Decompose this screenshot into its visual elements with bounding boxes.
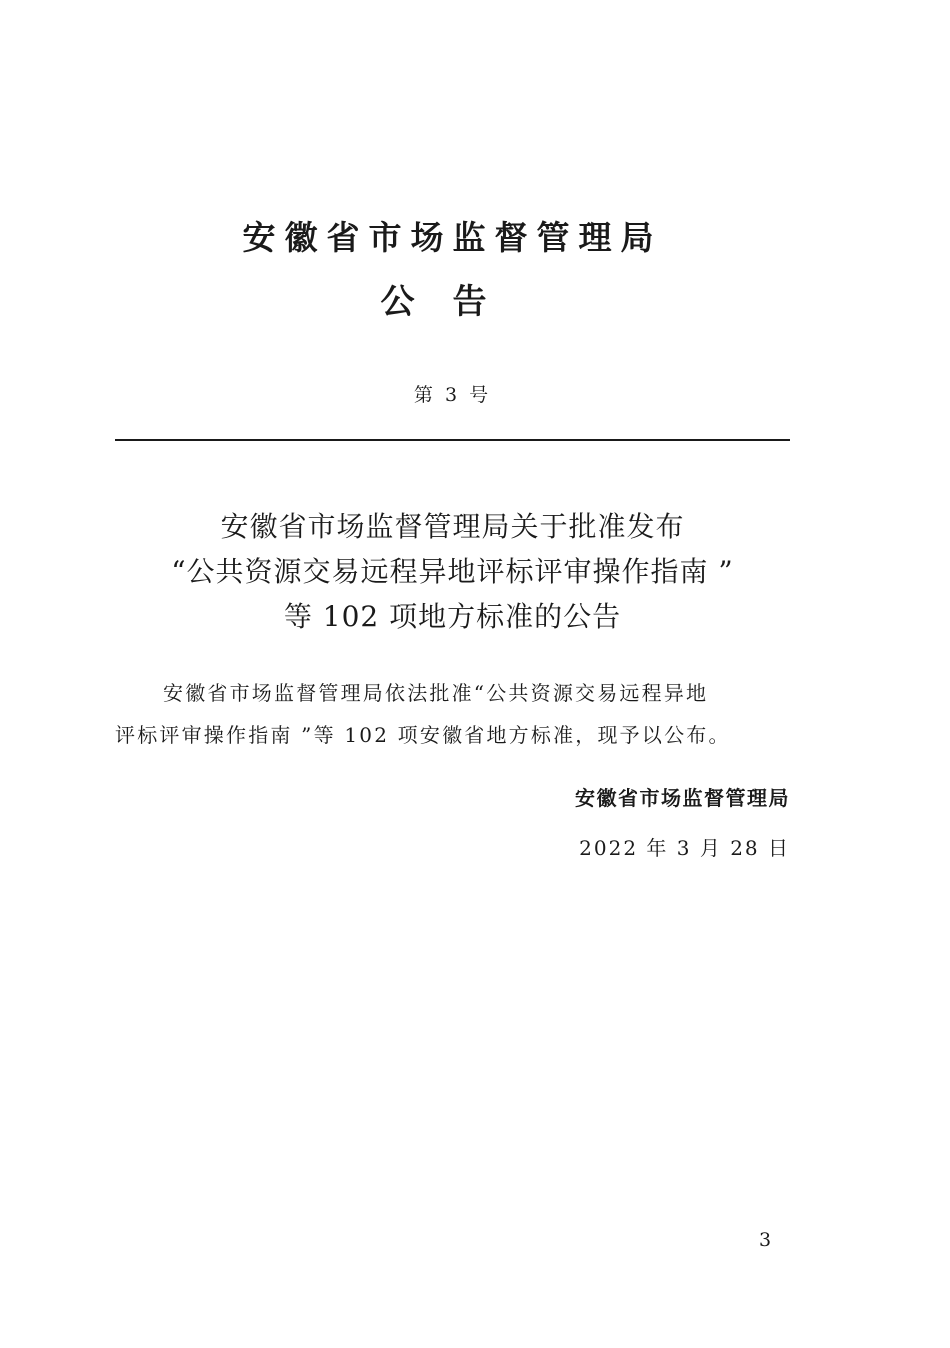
announcement-body [115,672,790,756]
heading-line-2: “公共资源交易远程异地评标评审操作指南 ” [171,555,734,588]
document-number: 第 3 号 [413,384,492,406]
body-line-1: 安徽省市场监督管理局依法批准“公共资源交易远程异地 [163,681,709,705]
announcement-heading [0,504,905,639]
heading-line-3: 等 102 项地方标准的公告 [283,600,622,633]
issue-date: 2022 年 3 月 28 日 [579,836,790,860]
body-line-2: 评标评审操作指南 ”等 102 项安徽省地方标准，现予以公布。 [115,723,731,747]
heading-line-1: 安徽省市场监督管理局关于批准发布 [220,510,685,543]
header-divider [115,439,790,441]
page-number: 3 [758,1229,772,1251]
issuer-signature: 安徽省市场监督管理局 [575,786,790,810]
issuing-organization-title: 安徽省市场监督管理局 [242,218,663,257]
document-type-title: 公告 [380,282,525,322]
